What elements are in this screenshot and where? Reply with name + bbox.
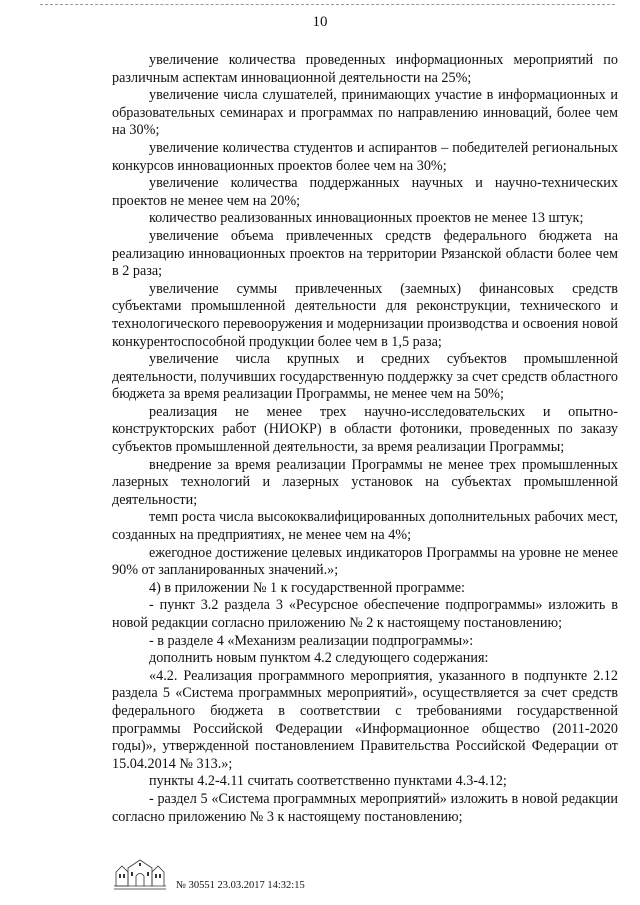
paragraph: увеличение объема привлеченных средств федерального бюджета на реализацию инновационных проектов на территории Рязанской области более чем в 2 раза; bbox=[112, 227, 618, 280]
footer bbox=[112, 856, 412, 896]
paragraph: увеличение количества студентов и аспирантов – победителей региональных конкурсов инновационных проектов более чем на 30%; bbox=[112, 139, 618, 174]
paragraph: «4.2. Реализация программного мероприятия, указанного в подпункте 2.12 раздела 5 «Система программных мероприятий», осуществляется за счет средств федерального бюджета в соответствии с требованиями государственной программы Российской Федерации «Информационное общество (2011-2020 годы)», утвержденной постановлением Правительства Российской Федерации от 15.04.2014 № 313.»; bbox=[112, 667, 618, 772]
paragraph: - раздел 5 «Система программных мероприятий» изложить в новой редакции согласно приложению № 3 к настоящему постановлению; bbox=[112, 790, 618, 825]
paragraph: реализация не менее трех научно-исследовательских и опытно-конструкторских работ (НИОКР) в области фотоники, проведенных по заказу субъектов промышленной деятельности, за время реализации Программы; bbox=[112, 403, 618, 456]
paragraph: увеличение количества проведенных информационных мероприятий по различным аспектам инновационной деятельности на 25%; bbox=[112, 52, 618, 86]
publication-stamp-icon bbox=[112, 856, 168, 892]
paragraph: - пункт 3.2 раздела 3 «Ресурсное обеспечение подпрограммы» изложить в новой редакции согласно приложению № 2 к настоящему постановлению; bbox=[112, 597, 618, 631]
paragraph: темп роста числа высококвалифицированных дополнительных рабочих мест, созданных на предприятиях, не менее чем на 4%; bbox=[112, 509, 618, 544]
paragraph: количество реализованных инновационных проектов не менее 13 штук; bbox=[149, 210, 584, 227]
paragraph: внедрение за время реализации Программы не менее трех промышленных лазерных технологий и лазерных установок на субъектах промышленной деятельности; bbox=[112, 456, 618, 508]
page-number: 10 bbox=[312, 14, 328, 30]
paragraph: пункты 4.2-4.11 считать соответственно пунктами 4.3-4.12; bbox=[149, 773, 507, 790]
paragraph: увеличение числа крупных и средних субъектов промышленной деятельности, получивших государственную поддержку за счет средств областного бюджета за время реализации Программы, не менее чем на 50%; bbox=[112, 351, 618, 403]
document-body bbox=[112, 52, 618, 826]
paragraph: дополнить новым пунктом 4.2 следующего содержания: bbox=[149, 650, 489, 667]
registration-number: № 30551 23.03.2017 14:32:15 bbox=[176, 880, 305, 891]
paragraph: увеличение суммы привлеченных (заемных) финансовых средств субъектами промышленной деятельности для реконструкции, технического и технологического перевооружения и модернизации производства и освоения новой конкурентоспособной продукции более чем в 1,5 раза; bbox=[112, 280, 618, 350]
paragraph: увеличение числа слушателей, принимающих участие в информационных и образовательных семинарах и программах по направлению инноваций, более чем на 30%; bbox=[112, 87, 618, 139]
paragraph: 4) в приложении № 1 к государственной программе: bbox=[149, 579, 465, 596]
paragraph: увеличение количества поддержанных научных и научно-технических проектов не менее чем на 20%; bbox=[112, 175, 618, 209]
top-border-line bbox=[40, 4, 615, 5]
paragraph: ежегодное достижение целевых индикаторов Программы на уровне не менее 90% от запланированных значений.»; bbox=[112, 544, 618, 579]
paragraph: - в разделе 4 «Механизм реализации подпрограммы»: bbox=[149, 632, 474, 649]
